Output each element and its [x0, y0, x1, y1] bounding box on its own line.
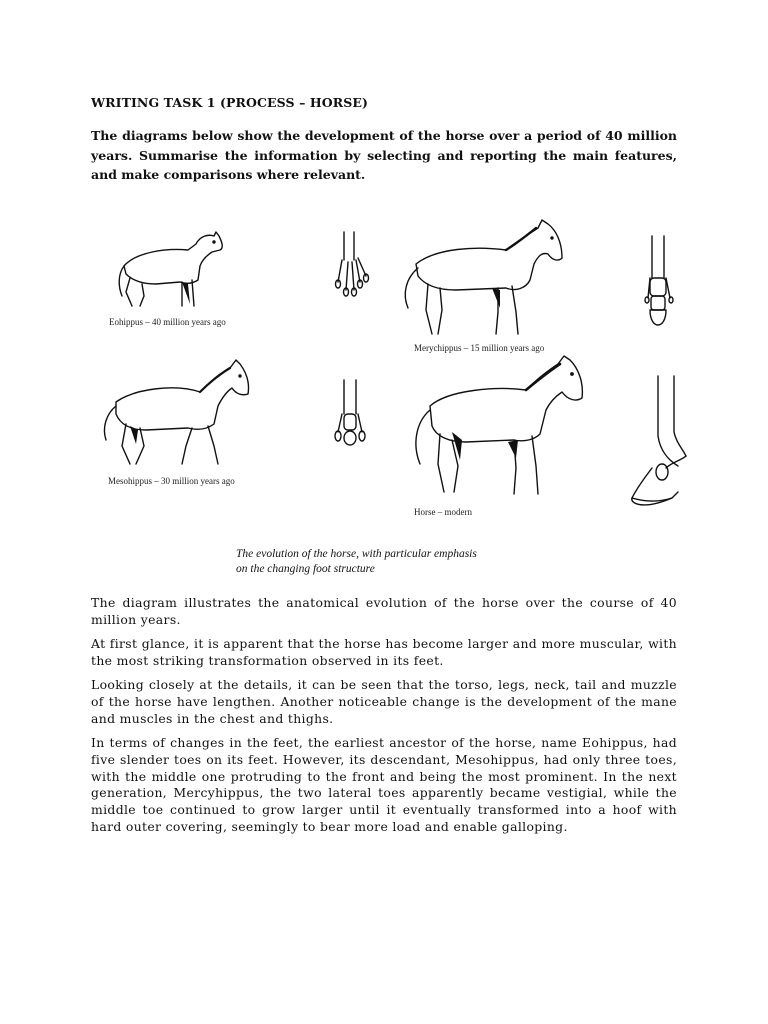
eohippus-foot-illustration — [336, 232, 369, 296]
merychippus-illustration — [405, 220, 562, 334]
essay-body — [91, 595, 677, 843]
mesohippus-caption: Mesohippus – 30 million years ago — [108, 476, 235, 486]
task-prompt: The diagrams below show the development of the horse over a period of 40 million years. Summarise the information by selecting and reporting the main features, and make comparisons where relevant. — [91, 128, 677, 182]
essay-paragraph-1: The diagram illustrates the anatomical evolution of the horse over the course of 40 million years. — [91, 595, 677, 627]
essay-paragraph-2: At first glance, it is apparent that the horse has become larger and more muscular, with the most striking transformation observed in its feet. — [91, 636, 677, 668]
eohippus-caption: Eohippus – 40 million years ago — [109, 317, 226, 327]
essay-paragraph-4: In terms of changes in the feet, the earliest ancestor of the horse, name Eohippus, had five slender toes on its feet. However, its descendant, Mesohippus, had only three toes, with the middle one protruding to the front and being the most prominent. In the next generation, Mercyhippus, the two lateral toes apparently became vestigial, while the middle toe continued to grow larger until it eventually transformed into a hoof with hard outer covering, seemingly to bear more load and enable galloping. — [91, 735, 677, 835]
figure-caption-line-2: on the changing foot structure — [236, 563, 375, 575]
mesohippus-illustration — [104, 360, 248, 464]
horse-evolution-figure — [96, 214, 706, 584]
eohippus-illustration — [119, 232, 222, 306]
figure-caption-line-1: The evolution of the horse, with particular emphasis — [236, 548, 477, 560]
essay-paragraph-3: Looking closely at the details, it can be seen that the torso, legs, neck, tail and muzzle of the horse have lengthen. Another noticeable change is the development of the mane and muscles in the chest and thighs. — [91, 677, 677, 726]
task-title: WRITING TASK 1 (PROCESS – HORSE) — [91, 95, 369, 110]
modern-horse-illustration — [416, 356, 582, 494]
modern-horse-caption: Horse – modern — [414, 507, 472, 517]
mesohippus-foot-illustration — [335, 380, 365, 445]
modern-horse-foot-illustration — [632, 376, 686, 505]
merychippus-caption: Merychippus – 15 million years ago — [414, 343, 545, 353]
merychippus-foot-illustration — [645, 236, 673, 325]
figure-caption — [236, 547, 477, 577]
